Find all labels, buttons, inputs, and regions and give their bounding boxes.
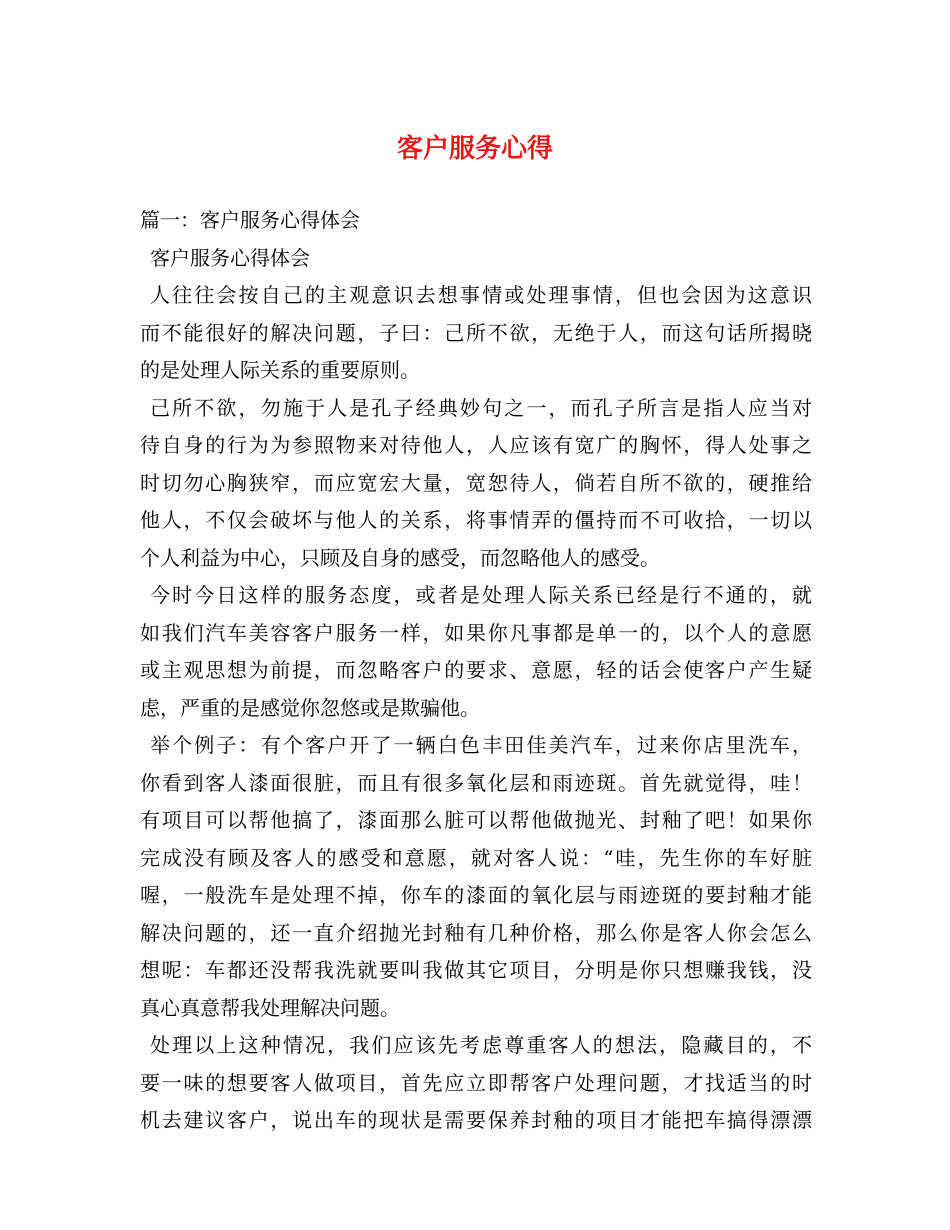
paragraph-2-line-3: 时切勿心胸狭窄，而应宽宏大量，宽恕待人，倘若自所不欲的，硬推给 [140, 470, 812, 495]
paragraph-4-line-4: 完成没有顾及客人的感受和意愿，就对客人说：“哇，先生你的车好脏 [140, 845, 812, 870]
paragraph-3-line-3: 或主观思想为前提，而忽略客户的要求、意愿，轻的话会使客户产生疑 [140, 658, 812, 682]
document-body [140, 202, 812, 1140]
paragraph-3-line-4: 虑，严重的是感觉你忽悠或是欺骗他。 [140, 695, 480, 720]
subheading: 客户服务心得体会 [150, 245, 310, 270]
paragraph-2-line-4: 他人，不仅会破坏与他人的关系，将事情弄的僵持而不可收拾，一切以 [140, 508, 812, 532]
paragraph-4-line-6: 解决问题的，还一直介绍抛光封釉有几种价格，那么你是客人你会怎么 [140, 920, 812, 945]
paragraph-4-line-5: 喔，一般洗车是处理不掉，你车的漆面的氧化层与雨迹斑的要封釉才能 [140, 883, 812, 907]
paragraph-5-line-1: 处理以上这种情况，我们应该先考虑尊重客人的想法，隐藏目的，不 [150, 1033, 812, 1057]
paragraph-4-line-1: 举个例子：有个客户开了一辆白色丰田佳美汽车，过来你店里洗车， [150, 733, 812, 757]
paragraph-4-line-8: 真心真意帮我处理解决问题。 [140, 995, 400, 1020]
paragraph-2-line-1: 己所不欲，勿施于人是孔子经典妙句之一，而孔子所言是指人应当对 [150, 395, 812, 420]
paragraph-3-line-1: 今时今日这样的服务态度，或者是处理人际关系已经是行不通的，就 [150, 583, 812, 607]
paragraph-2-line-2: 待自身的行为为参照物来对待他人，人应该有宽广的胸怀，得人处事之 [140, 433, 812, 457]
paragraph-5-line-3: 机去建议客户，说出车的现状是需要保养封釉的项目才能把车搞得漂漂 [140, 1108, 812, 1132]
paragraph-2-line-5: 个人利益为中心，只顾及自身的感受，而忽略他人的感受。 [140, 545, 660, 570]
paragraph-1-line-2: 而不能很好的解决问题，子曰：己所不欲，无绝于人，而这句话所揭晓 [140, 320, 812, 345]
paragraph-4-line-3: 有项目可以帮他搞了，漆面那么脏可以帮他做抛光、封釉了吧！如果你 [140, 808, 812, 832]
paragraph-4-line-2: 你看到客人漆面很脏，而且有很多氧化层和雨迹斑。首先就觉得，哇！ [140, 770, 812, 795]
paragraph-1-line-3: 的是处理人际关系的重要原则。 [140, 358, 420, 382]
paragraph-4-line-7: 想呢：车都还没帮我洗就要叫我做其它项目，分明是你只想赚我钱，没 [140, 958, 812, 982]
paragraph-3-line-2: 如我们汽车美容客户服务一样，如果你凡事都是单一的，以个人的意愿 [140, 620, 812, 645]
paragraph-1-line-1: 人往往会按自己的主观意识去想事情或处理事情，但也会因为这意识 [150, 283, 812, 307]
section-heading: 篇一：客户服务心得体会 [140, 208, 360, 232]
document-title: 客户服务心得 [396, 134, 553, 164]
paragraph-5-line-2: 要一味的想要客人做项目，首先应立即帮客户处理问题，才找适当的时 [140, 1070, 812, 1095]
